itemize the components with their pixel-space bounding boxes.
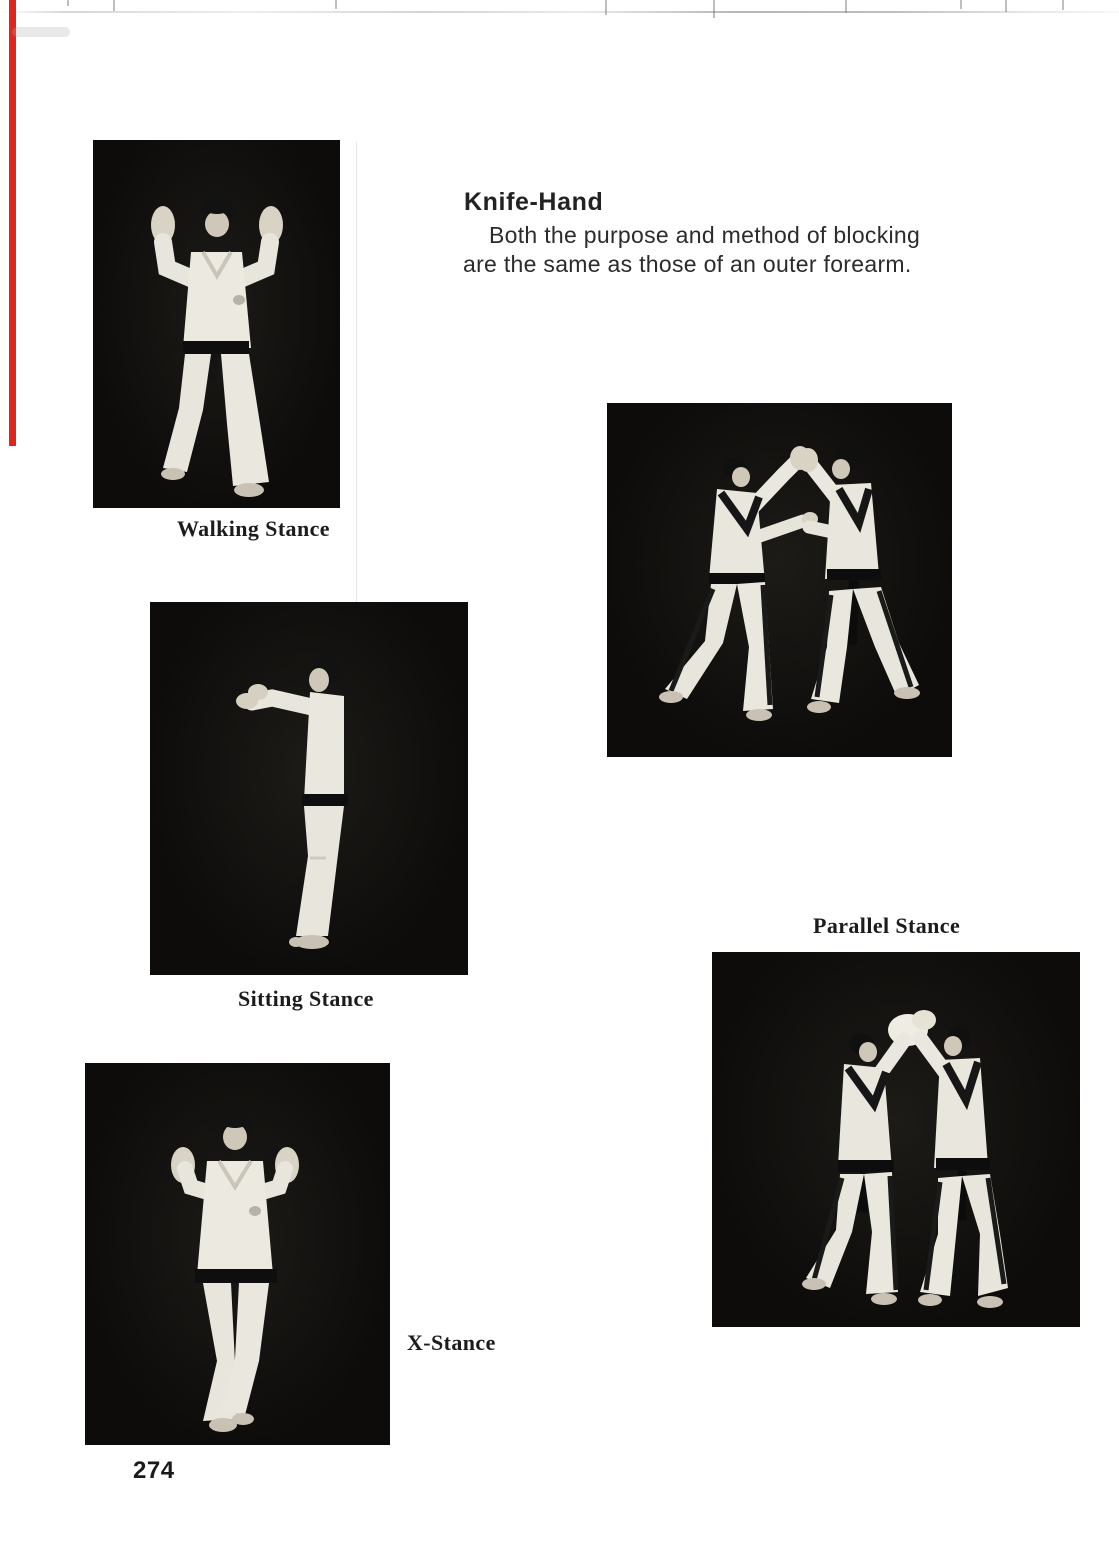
photo-walking-stance <box>93 140 340 508</box>
martial-artist-figure <box>93 140 340 508</box>
scan-artifact-tick <box>1005 0 1007 12</box>
scan-artifact-smudge <box>12 27 70 37</box>
scan-artifact-tick <box>113 0 115 11</box>
photo-sitting-stance <box>150 602 468 975</box>
scan-artifact-tick <box>845 0 847 13</box>
red-margin-mark <box>9 0 16 446</box>
caption-parallel-stance: Parallel Stance <box>813 913 961 938</box>
section-heading: Knife-Hand <box>464 188 604 216</box>
body-text-line: Both the purpose and method of blocking <box>489 222 921 248</box>
martial-artists-sparring-figure <box>712 952 1080 1327</box>
caption-sitting-stance: Sitting Stance <box>238 986 374 1011</box>
martial-artists-sparring-figure <box>607 403 952 757</box>
scan-artifact-tick <box>960 0 962 9</box>
scan-artifact-tick <box>713 0 715 18</box>
martial-artist-figure <box>150 602 468 975</box>
body-text-line: are the same as those of an outer forearm. <box>463 251 912 277</box>
photo-knife-hand-block-demo <box>607 403 952 757</box>
caption-x-stance: X-Stance <box>407 1330 496 1355</box>
photo-parallel-stance <box>712 952 1080 1327</box>
scan-artifact-tick <box>605 0 607 15</box>
scan-artifact-line <box>0 11 1119 13</box>
photo-x-stance <box>85 1063 390 1445</box>
caption-walking-stance: Walking Stance <box>177 516 330 541</box>
scan-artifact-tick <box>67 0 69 6</box>
page-number: 274 <box>133 1457 175 1484</box>
martial-artist-figure <box>85 1063 390 1445</box>
scan-artifact-tick <box>1062 0 1064 10</box>
scan-artifact-tick <box>335 0 337 9</box>
